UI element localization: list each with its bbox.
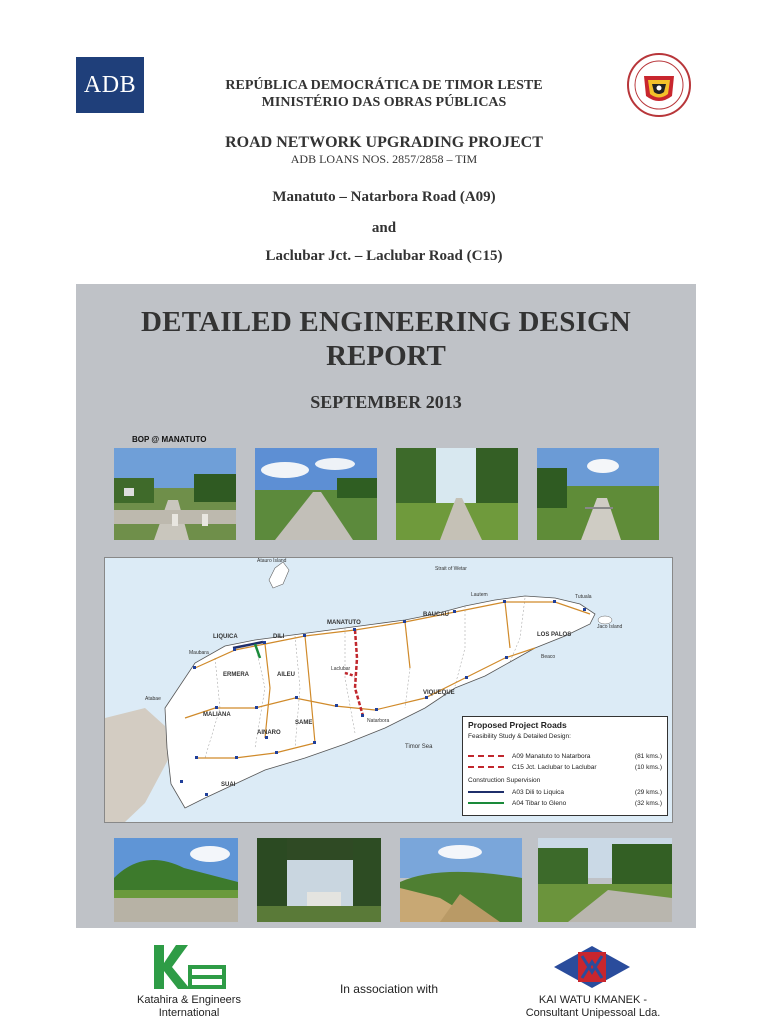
map-label-lautem: Lautem — [471, 592, 488, 598]
map-label-viqueque: VIQUEQUE — [423, 690, 455, 696]
road-photo-4 — [537, 448, 659, 540]
road-photo-3 — [396, 448, 518, 540]
map-label-atabae: Atabae — [145, 696, 161, 702]
katahira-name-line2: International — [158, 1007, 220, 1019]
map-label-liquica: LIQUICA — [213, 634, 238, 640]
map-label-dili: DILI — [273, 634, 285, 640]
legend-title: Proposed Project Roads — [468, 720, 567, 730]
legend-swatch-c15 — [468, 766, 504, 768]
map-label-ermera: ERMERA — [223, 672, 250, 678]
legend-section-design: Feasibility Study & Detailed Design: — [468, 733, 571, 740]
kwk-name-line1: KAI WATU KMANEK - — [538, 994, 648, 1006]
road-and: and — [371, 220, 397, 236]
legend-item-a09 — [468, 751, 662, 761]
map-label-same: SAME — [295, 720, 313, 726]
legend-km-a04: (32 kms.) — [634, 799, 662, 807]
map-label-maubara: Maubara — [189, 650, 209, 656]
legend-label-a09: A09 Manatuto to Natarbora — [512, 752, 591, 760]
legend-swatch-a04 — [468, 802, 504, 804]
landscape-photo-4 — [538, 838, 672, 922]
legend-swatch-a09 — [468, 755, 504, 757]
map-label-aileu: AILEU — [277, 672, 295, 678]
report-title-line1: DETAILED ENGINEERING DESIGN — [141, 306, 631, 338]
road-photo-1 — [114, 448, 236, 540]
report-date: SEPTEMBER 2013 — [310, 392, 462, 412]
road-photo-2 — [255, 448, 377, 540]
adb-logo: ADB — [76, 57, 144, 113]
map-label-atauro: Atauro Island — [257, 558, 287, 564]
legend-km-a03: (29 kms.) — [634, 788, 662, 796]
katahira-name-line1: Katahira & Engineers — [137, 994, 241, 1006]
legend-section-supervision: Construction Supervision — [468, 777, 541, 784]
ministry-name: MINISTÉRIO DAS OBRAS PÚBLICAS — [261, 95, 507, 110]
report-title-line2: REPORT — [326, 340, 446, 372]
jaco-island — [598, 616, 612, 624]
kwk-name-line2: Consultant Unipessoal Lda. — [525, 1007, 661, 1019]
map-label-suai: SUAI — [221, 782, 236, 788]
legend-item-a03 — [468, 787, 662, 797]
legend-swatch-a03 — [468, 791, 504, 793]
road-c15: Laclubar Jct. – Laclubar Road (C15) — [265, 248, 503, 264]
map-label-jaco: Jaco Island — [597, 624, 623, 630]
legend-item-a04 — [468, 798, 662, 808]
map-label-strait: Strait of Wetar — [435, 566, 467, 572]
map-label-manatuto: MANATUTO — [327, 620, 361, 626]
map-label-baucau: BAUCAU — [423, 612, 449, 618]
map-label-natarbora: Natarbora — [367, 718, 390, 724]
map-label-maliana: MALIANA — [203, 712, 231, 718]
map-legend — [462, 716, 668, 816]
legend-km-a09: (81 kms.) — [634, 752, 662, 760]
association-text: In association with — [339, 982, 439, 996]
katahira-logo-icon — [150, 943, 228, 993]
loan-numbers: ADB LOANS NOS. 2857/2858 – TIM — [290, 152, 478, 166]
landscape-photo-2 — [257, 838, 381, 922]
map-label-beaco: Beaco — [541, 654, 556, 660]
map-label-los-palos: LOS PALOS — [537, 632, 572, 638]
map-label-laclubar: Laclubar — [331, 666, 351, 672]
government-seal-icon — [626, 52, 692, 118]
kai-watu-kmanek-logo-icon — [552, 944, 632, 990]
map-label-timor-sea: Timor Sea — [405, 744, 433, 750]
project-name: ROAD NETWORK UPGRADING PROJECT — [225, 134, 543, 151]
road-a09: Manatuto – Natarbora Road (A09) — [272, 189, 496, 205]
map-label-tutuala: Tutuala — [575, 594, 592, 600]
photo-caption: BOP @ MANATUTO — [132, 435, 207, 444]
legend-km-c15: (10 kms.) — [634, 763, 662, 771]
landscape-photo-3 — [400, 838, 522, 922]
republic-name: REPÚBLICA DEMOCRÁTICA DE TIMOR LESTE — [225, 78, 543, 93]
legend-label-a03: A03 Dili to Liquica — [512, 788, 565, 796]
map-label-ainaro: AINARO — [257, 730, 281, 736]
legend-item-c15 — [468, 762, 662, 772]
legend-label-c15: C15 Jct. Laclubar to Laclubar — [512, 763, 597, 771]
legend-label-a04: A04 Tibar to Gleno — [512, 799, 567, 807]
landscape-photo-1 — [114, 838, 238, 922]
